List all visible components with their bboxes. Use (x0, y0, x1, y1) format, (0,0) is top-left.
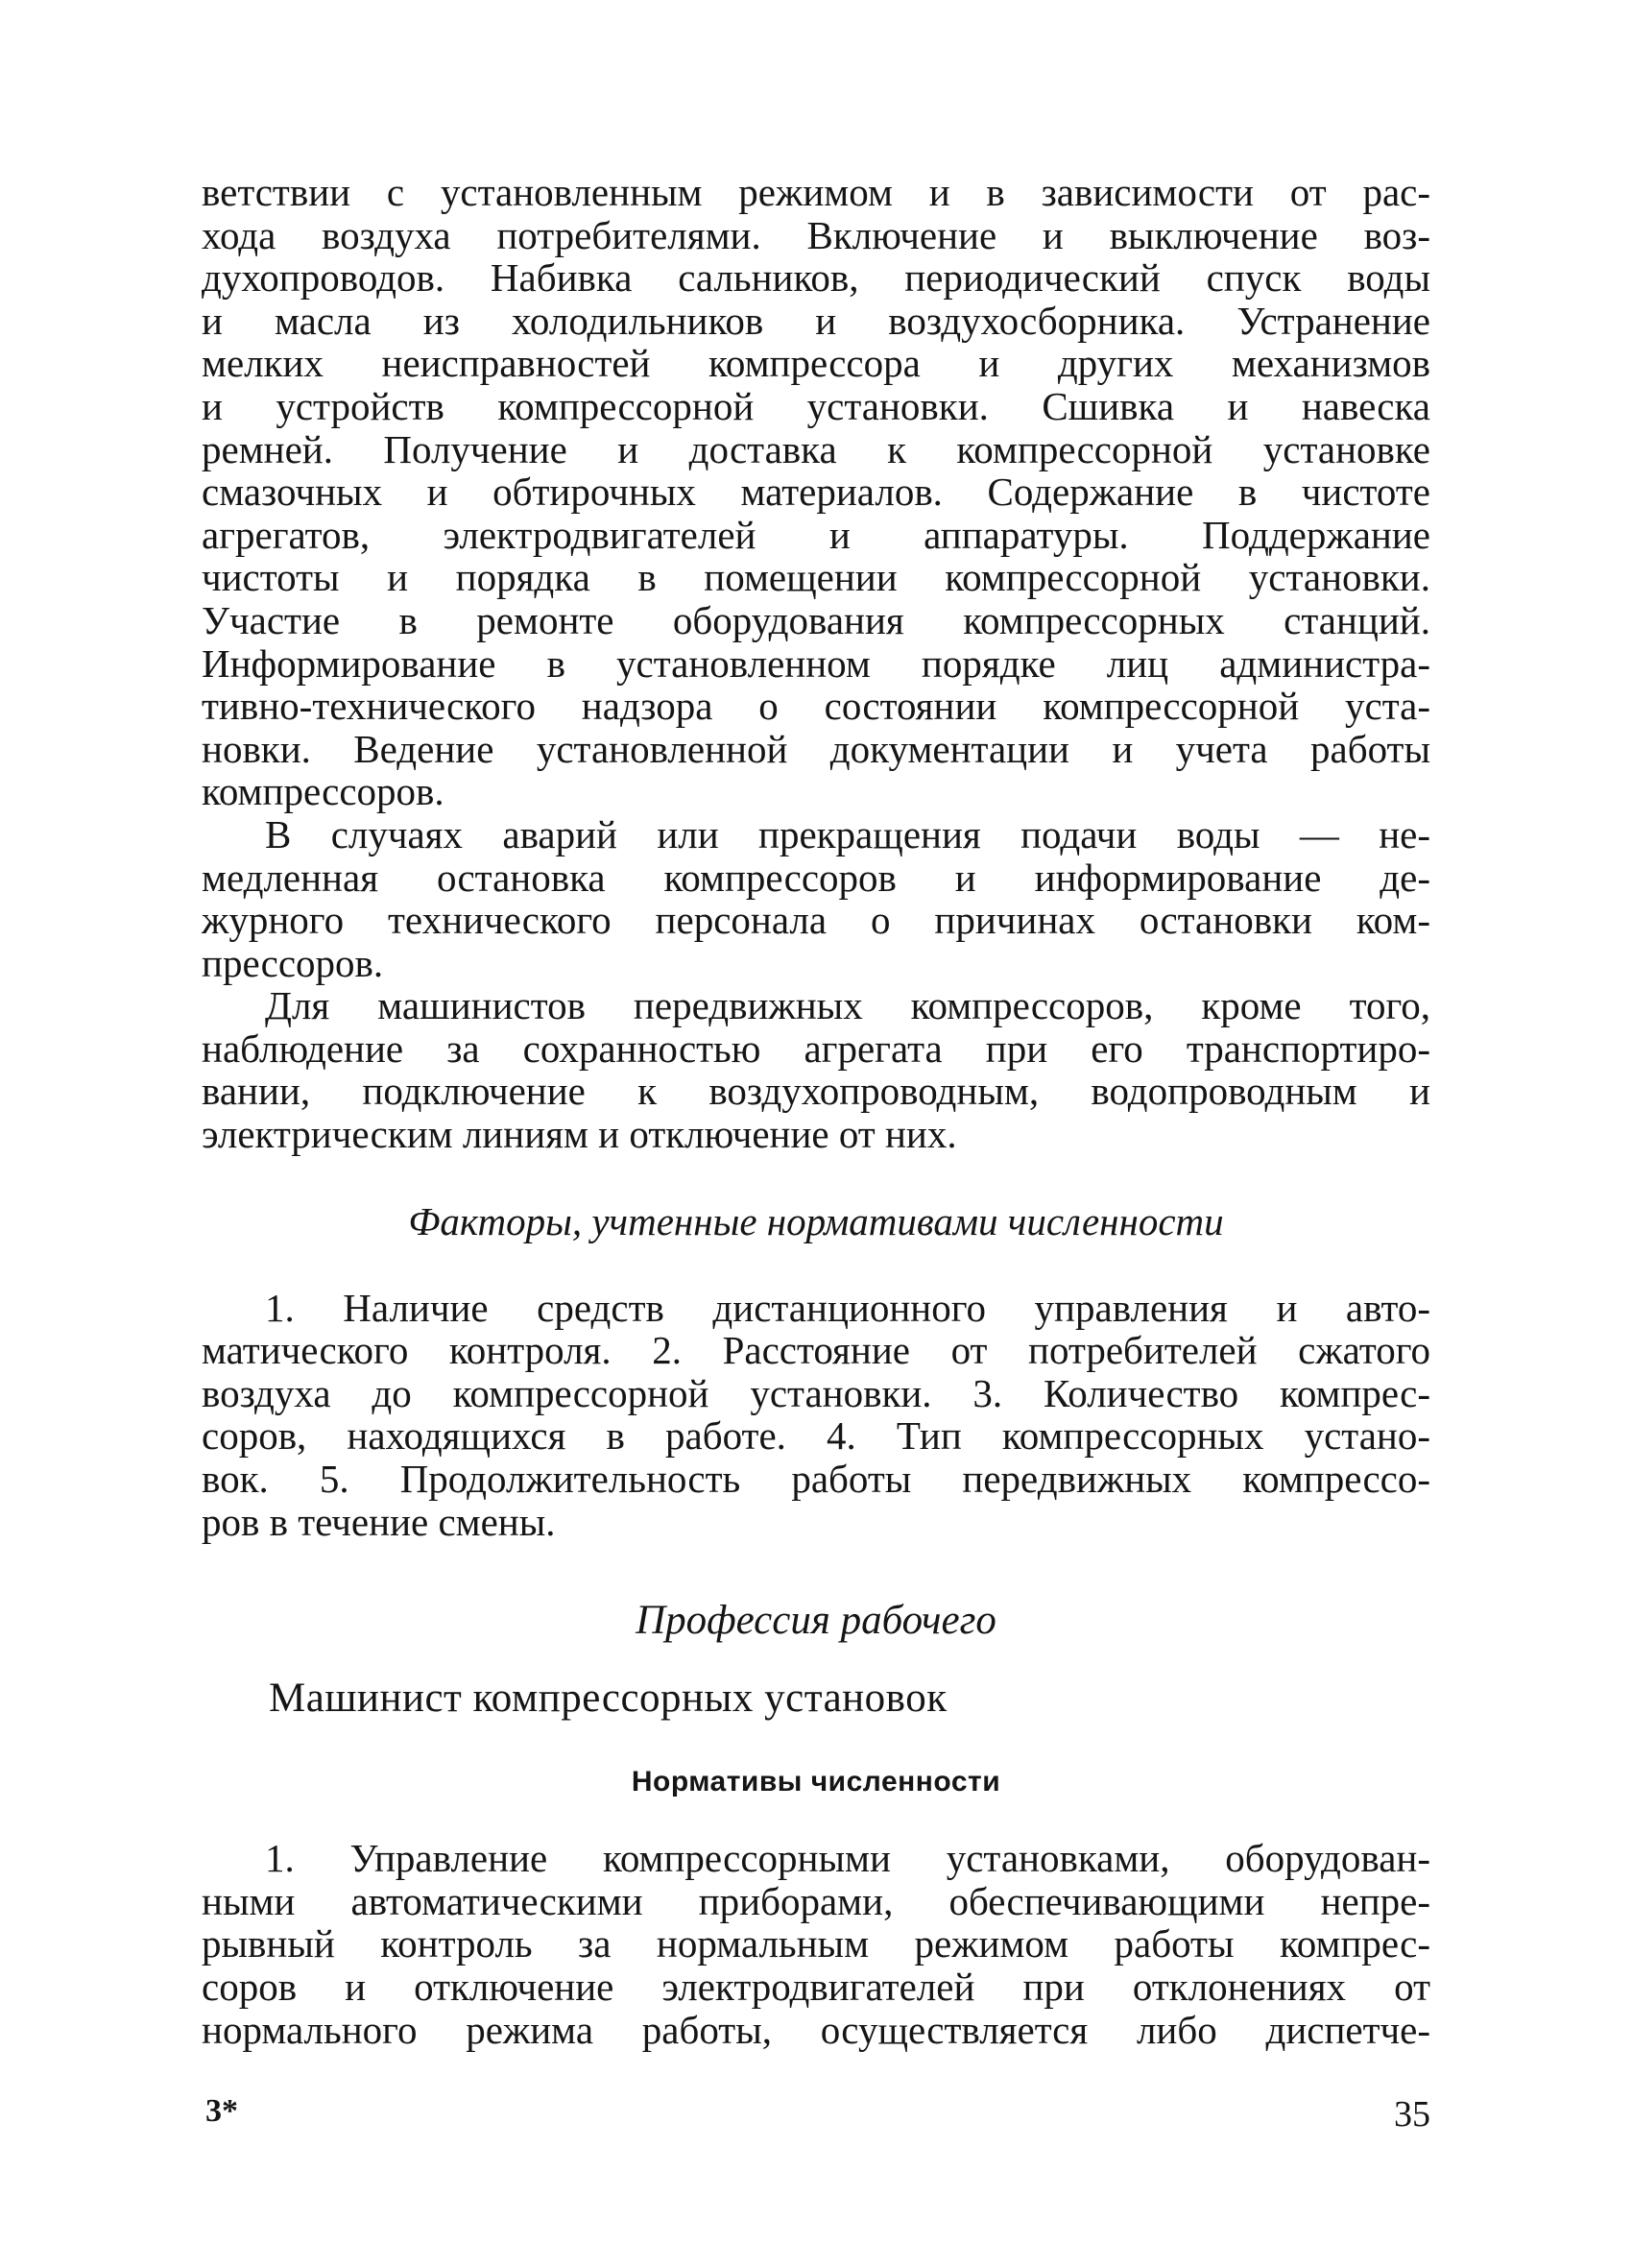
text-line: Участие в ремонте оборудования компрессорных станций. (202, 597, 1430, 642)
text-line: соров, находящихся в работе. 4. Тип компрессорных устано- (202, 1413, 1430, 1459)
text-line: компрессоров. (202, 769, 444, 814)
text-line: вок. 5. Продолжительность работы передвижных компрессо- (202, 1457, 1430, 1502)
text-line: тивно-технического надзора о состоянии компрессорной уста- (202, 684, 1430, 729)
profession-heading: Профессия рабочего (636, 1598, 996, 1644)
factors-heading: Факторы, учтенные нормативами численности (408, 1198, 1224, 1243)
text-line: Для машинистов передвижных компрессоров, кроме того, (265, 983, 1430, 1028)
text-line: хода воздуха потребителями. Включение и выключение воз- (202, 212, 1430, 257)
text-line: смазочных и обтирочных материалов. Содержание в чистоте (202, 470, 1430, 515)
text-line: вании, подключение к воздухопроводным, водопроводным и (202, 1069, 1430, 1114)
text-line: ными автоматическими приборами, обеспечивающими непре- (202, 1878, 1430, 1923)
text-line: нормального режима работы, осуществляется либо диспетче- (202, 2007, 1430, 2052)
text-line: мелких неисправностей компрессора и других механизмов (202, 341, 1430, 386)
text-line: наблюдение за сохранностью агрегата при его транспортиро- (202, 1025, 1430, 1071)
paragraph-emergency (202, 813, 1430, 984)
page-number: 35 (1394, 2094, 1430, 2135)
paragraph-factors (202, 1287, 1430, 1544)
text-line: духопроводов. Набивка сальников, периодический спуск воды (202, 255, 1430, 301)
text-line: медленная остановка компрессоров и информирование де- (202, 855, 1430, 900)
text-line: матического контроля. 2. Расстояние от потребителей сжатого (202, 1328, 1430, 1373)
text-line: ветствии с установленным режимом и в зависимости от рас- (202, 170, 1430, 214)
signature-mark: 3* (205, 2093, 238, 2129)
text-line: 1. Наличие средств дистанционного управления и авто- (265, 1285, 1430, 1330)
text-line: прессоров. (202, 940, 384, 985)
norms-heading: Нормативы численности (631, 1766, 1001, 1798)
paragraph-norms (202, 1837, 1430, 2051)
text-line: В случаях аварий или прекращения подачи воды — не- (265, 811, 1430, 857)
text-line: ров в течение смены. (202, 1499, 556, 1544)
text-line: электрическим линиям и отключение от них. (202, 1112, 957, 1157)
text-line: Информирование в установленном порядке лиц администра- (202, 640, 1430, 686)
text-line: рывный контроль за нормальным режимом работы компрес- (202, 1921, 1430, 1966)
text-line: 1. Управление компрессорными установками, оборудован- (265, 1836, 1430, 1881)
text-line: агрегатов, электродвигателей и аппаратуры. Поддержание (202, 512, 1430, 557)
paragraph-duties (202, 171, 1430, 813)
text-line: чистоты и порядка в помещении компрессорной установки. (202, 555, 1430, 600)
profession-name: Машинист компрессорных установок (269, 1676, 948, 1722)
text-line: и масла из холодильников и воздухосборника. Устранение (202, 298, 1430, 343)
text-line: соров и отключение электродвигателей при отклонениях от (202, 1965, 1430, 2009)
text-line: и устройств компрессорной установки. Сшивка и навеска (202, 383, 1430, 428)
text-line: ремней. Получение и доставка к компрессорной установке (202, 426, 1430, 471)
text-line: новки. Ведение установленной документации и учета работы (202, 726, 1430, 771)
text-line: воздуха до компрессорной установки. 3. Количество компрес- (202, 1370, 1430, 1415)
text-line: журного технического персонала о причинах остановки ком- (202, 898, 1430, 943)
paragraph-mobile (202, 984, 1430, 1155)
page-body (202, 171, 1430, 2051)
